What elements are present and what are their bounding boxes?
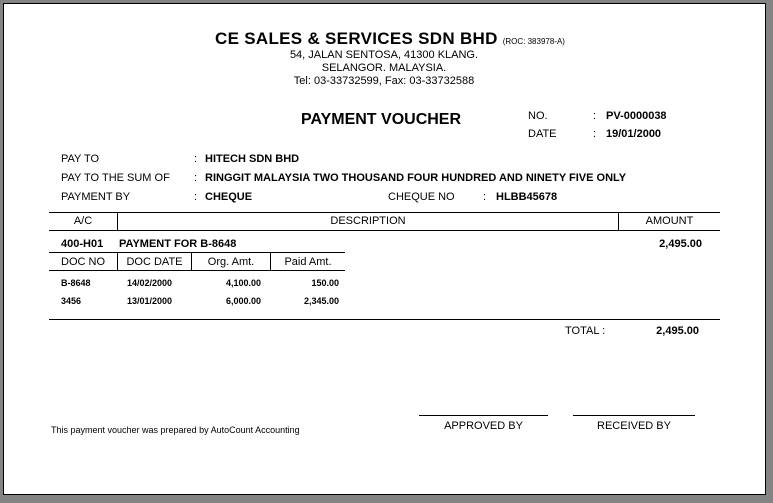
pay-to-value: HITECH SDN BHD (205, 153, 300, 165)
approved-signature-line (419, 415, 548, 416)
company-address-line1: 54, JALAN SENTOSA, 41300 KLANG. (289, 49, 479, 61)
company-name-text: CE SALES & SERVICES SDN BHD (215, 29, 498, 48)
cheque-no-label: CHEQUE NO (388, 191, 455, 203)
sum-value: RINGGIT MALAYSIA TWO THOUSAND FOUR HUNDRED AND NINETY FIVE ONLY (205, 172, 627, 184)
sub-row-1-paid-amt: 150.00 (311, 278, 339, 288)
sub-header-doc-no: DOC NO (61, 256, 105, 268)
subtable-top-rule (49, 252, 345, 253)
sub-row-1-doc-no: B-8648 (61, 278, 91, 288)
sub-header-org-amt: Org. Amt. (207, 256, 255, 268)
voucher-no-colon: : (593, 110, 597, 122)
company-name (215, 29, 565, 49)
payment-by-label: PAYMENT BY (61, 191, 131, 203)
pay-to-label: PAY TO (61, 153, 100, 165)
table-header-rule (49, 230, 720, 231)
header-description: DESCRIPTION (330, 215, 406, 227)
header-amount: AMOUNT (645, 215, 694, 227)
company-roc: (ROC: 383978-A) (502, 37, 565, 46)
sum-label: PAY TO THE SUM OF (61, 172, 170, 184)
table-top-rule (49, 212, 720, 213)
cheque-no-colon: : (483, 191, 487, 203)
voucher-page (3, 3, 766, 495)
company-contact: Tel: 03-33732599, Fax: 03-33732588 (293, 75, 475, 87)
sub-row-2-paid-amt: 2,345.00 (303, 296, 339, 306)
sub-row-1-org-amt: 4,100.00 (225, 278, 261, 288)
table-bottom-rule (49, 319, 720, 320)
pay-to-colon: : (194, 153, 198, 165)
sub-row-2-doc-no: 3456 (61, 296, 82, 306)
total-value: 2,495.00 (656, 325, 699, 337)
line-account: 400-H01 (61, 238, 104, 250)
sub-row-1-doc-date: 14/02/2000 (127, 278, 173, 288)
line-description: PAYMENT FOR B-8648 (119, 238, 237, 250)
subtable-header-rule (49, 270, 345, 271)
line-amount: 2,495.00 (659, 238, 702, 250)
payment-by-colon: : (194, 191, 198, 203)
total-label: TOTAL : (565, 325, 606, 337)
payment-by-value: CHEQUE (205, 191, 253, 203)
company-address-line2: SELANGOR. MALAYSIA. (321, 62, 447, 74)
received-signature-line (573, 415, 695, 416)
voucher-title: PAYMENT VOUCHER (301, 111, 462, 128)
sub-header-paid-amt: Paid Amt. (284, 256, 332, 268)
received-by-label: RECEIVED BY (597, 420, 671, 432)
header-ac: A/C (73, 215, 93, 227)
approved-by-label: APPROVED BY (444, 420, 523, 432)
sum-colon: : (194, 172, 198, 184)
sub-row-2-doc-date: 13/01/2000 (127, 296, 173, 306)
voucher-no-value: PV-0000038 (606, 110, 667, 122)
voucher-date-colon: : (593, 128, 597, 140)
voucher-no-label: NO. (528, 110, 548, 122)
sub-header-doc-date: DOC DATE (126, 256, 183, 268)
voucher-date-label: DATE (528, 128, 557, 140)
footer-note: This payment voucher was prepared by AutoCount Accounting (51, 425, 300, 435)
voucher-date-value: 19/01/2000 (606, 128, 662, 140)
cheque-no-value: HLBB45678 (496, 191, 558, 203)
sub-row-2-org-amt: 6,000.00 (225, 296, 261, 306)
